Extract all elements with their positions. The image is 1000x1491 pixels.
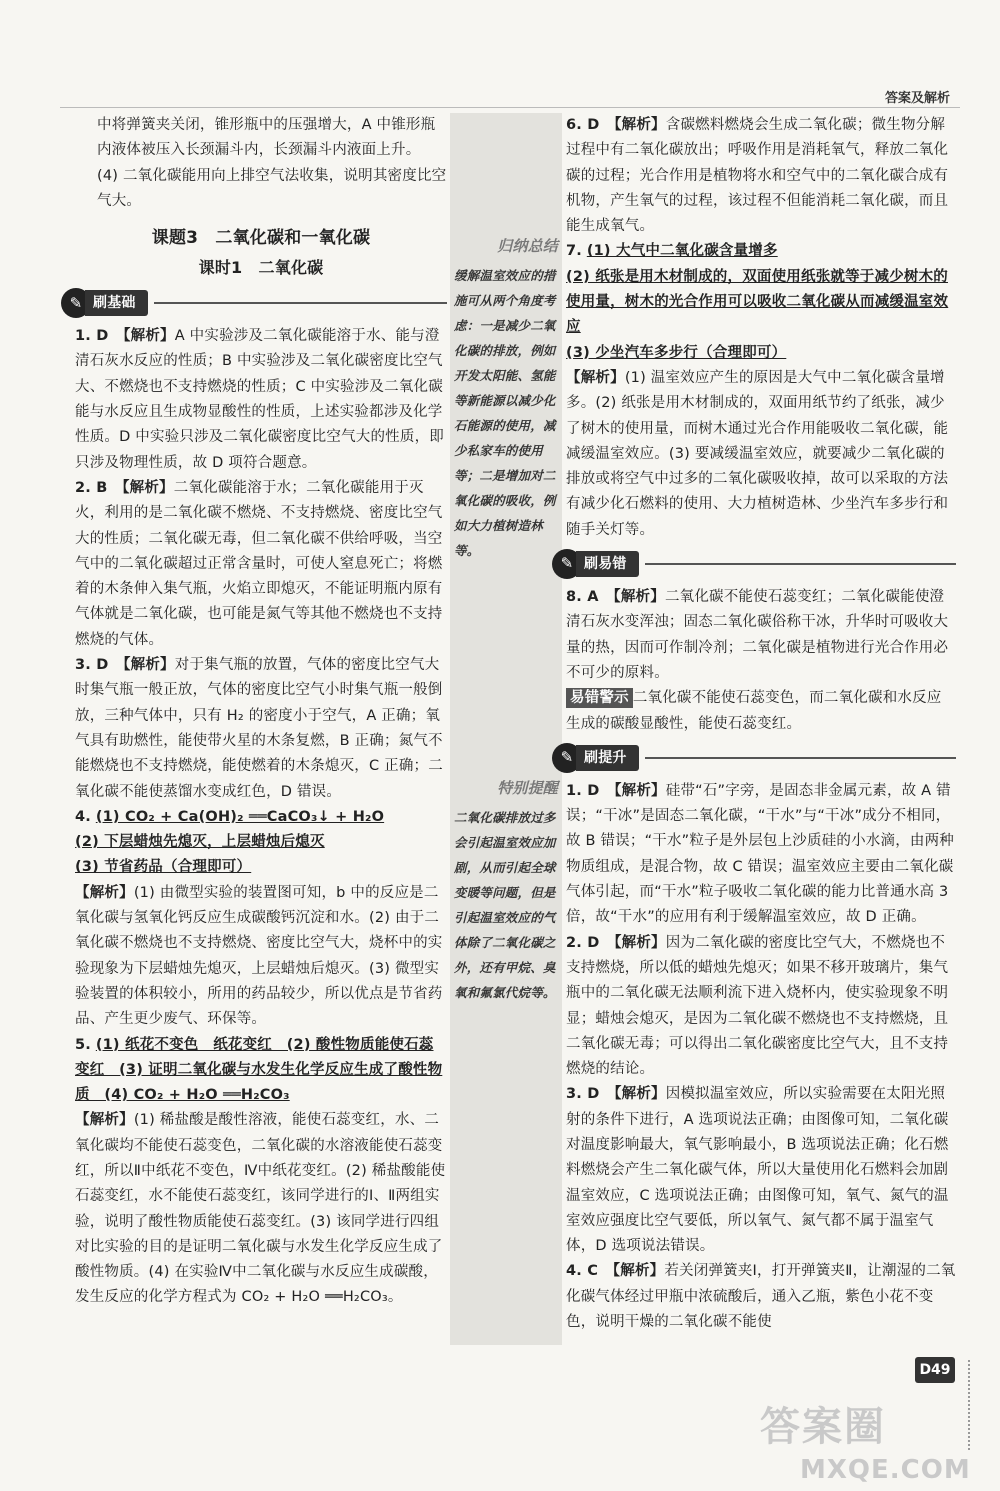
answer-line: (1) 大气中二氧化碳含量增多 [586,243,778,260]
analysis-tag: 【解析】 [614,1086,666,1103]
answer-line: (1) 纸花不变色 纸花变红 (2) 酸性物质能使石蕊变红 (3) 证明二氧化碳与水发生化学反应生成了酸性物质 (4) CO₂ + H₂O ══H₂CO₃ [75,1036,443,1104]
analysis-tag: 【解析】 [614,782,666,799]
dotted-decoration [958,1360,970,1450]
question-number: 5. [75,1036,91,1053]
question-5 [75,1033,447,1311]
analysis-tag: 【解析】 [614,117,666,133]
answer-line: (3) 节省药品（合理即可） [75,859,252,876]
analysis-text: 硅带“石”字旁，是固态非金属元素，故 A 错误；“干冰”是固态二氧化碳，“干水”与“干冰”成分不相同，故 B 错误；“干水”粒子是外层包上沙质硅的小水滴，由两种物质组成，是混合物，故 C 错误；温室效应主要由二氧化碳气体引起，而“干水”粒子吸收二氧化碳的能力比普通水高 3 倍，故“干水”的应用有利于缓解温室效应，故 D 正确。 [566,782,954,926]
analysis-tag: 【解析】 [75,1112,134,1129]
analysis-tag: 【解析】 [75,884,134,901]
header-divider [60,107,960,108]
question-6 [566,113,956,239]
answer-line: (2) 下层蜡烛先熄灭，上层蜡烛后熄灭 [75,834,325,851]
analysis-text: A 中实验涉及二氧化碳能溶于水、能与澄清石灰水反应的性质；B 中实验涉及二氧化碳密度比空气大、不燃烧也不支持燃烧的性质；C 中实验涉及二氧化碳能与水反应且生成物显酸性的性质，上述实验都涉及化学性质。D 中实验只涉及二氧化碳密度比空气大的性质，即只涉及物理性质，故 D 项符合题意。 [75,328,444,471]
summary-heading: 归纳总结 [497,237,558,255]
advanced-question-4 [566,1259,956,1335]
question-number: 2. D [566,934,600,951]
page-number: D49 [915,1357,955,1383]
analysis-text: (1) 由微型实验的装置图可知，b 中的反应是二氧化碳与氢氧化钙反应生成碳酸钙沉淀和水。(2) 由于二氧化碳不燃烧也不支持燃烧、密度比空气大，烧杯中的实验现象为下层蜡烛先熄灭，上层蜡烛后熄灭。(3) 微型实验装置的体积较小，所用的药品较少，所以优点是节省药品、产生更少废气、环保等。 [75,884,443,1028]
summary-body: 缓解温室效应的措施可从两个角度考虑：一是减少二氧化碳的排放，例如开发太阳能、氢能等新能源以减少化石能源的使用，减少私家车的使用等；二是增加对二氧化碳的吸收，例如大力植树造林等。 [454,268,556,558]
advanced-question-1 [566,779,956,931]
lesson-title: 课题3 二氧化碳和一氧化碳 [151,228,371,249]
analysis-tag: 【解析】 [123,657,175,674]
analysis-text: 若关闭弹簧夹Ⅰ，打开弹簧夹Ⅱ，让潮湿的二氧化碳气体经过甲瓶中浓硫酸后，通入乙瓶，紫色小花不变色，说明干燥的二氧化碳不能使 [566,1263,956,1331]
analysis-tag: 【解析】 [122,479,174,496]
banner-advanced-label: 刷提升 [576,745,639,771]
analysis-text: (1) 稀盐酸是酸性溶液，能使石蕊变红，水、二氧化碳均不能使石蕊变色，二氧化碳的水溶液能使石蕊变红，所以Ⅱ中纸花不变色，Ⅳ中纸花变红。(2) 稀盐酸能使石蕊变红，水不能使石蕊变红，该同学进行的Ⅰ、Ⅱ两组实验，说明了酸性物质能使石蕊变红。(3) 该同学进行四组对比实验的目的是证明二氧化碳与水发生化学反应生成了酸性物质。(4) 在实验Ⅳ中二氧化碳与水反应生成碳酸，发生反应的化学方程式为 CO₂ + H₂O ══H₂CO₃。 [75,1112,446,1306]
warning-label: 易错警示 [566,688,633,708]
advanced-question-2 [566,931,956,1083]
analysis-tag: 【解析】 [613,589,665,606]
section-header: 答案及解析 [884,91,950,106]
banner-mistakes [552,549,956,579]
analysis-text: 含碳燃料燃烧会生成二氧化碳；微生物分解过程中有二氧化碳放出；呼吸作用是消耗氧气，释放二氧化碳的过程；光合作用是植物将水和空气中的二氧化碳合成有机物，产生氧气的过程，该过程不但能消耗二氧化碳，而且能生成氧气。 [566,117,949,235]
answer-line: (1) CO₂ + Ca(OH)₂ ══CaCO₃↓ + H₂O [95,808,385,825]
question-number: 1. D [75,328,109,345]
reminder-heading: 特别提醒 [497,779,558,797]
analysis-text: 因为二氧化碳的密度比空气大，不燃烧也不支持燃烧，所以低的蜡烛先熄灭；如果不移开玻璃片，集气瓶中的二氧化碳无法顺利流下进入烧杯内，使实验现象不明显；蜡烛会熄灭，是因为二氧化碳不燃烧也不支持燃烧，且二氧化碳无毒；可以得出二氧化碳密度比空气大，且不支持燃烧的结论。 [566,934,949,1078]
question-8 [566,585,956,686]
analysis-tag: 【解析】 [123,328,175,345]
question-number: 6. D [566,117,600,133]
left-column [69,113,447,1311]
mistake-warning [566,686,956,737]
question-1 [75,324,447,476]
question-number: 7. [566,243,582,260]
question-number: 4. [75,808,91,825]
watermark-url: MXQE.COM [800,1455,971,1485]
analysis-tag: 【解析】 [612,1263,665,1280]
analysis-text: 对于集气瓶的放置，气体的密度比空气大时集气瓶一般正放，气体的密度比空气小时集气瓶一般倒放，三种气体中，只有 H₂ 的密度小于空气，A 正确；氧气具有助燃性，能使带火星的木条复燃，B 正确；氮气不能燃烧也不支持燃烧，能使燃着的木条熄灭，C 正确；二氧化碳不能使蒸馏水变成红色，D 错误。 [75,657,443,800]
question-number: 1. D [566,782,600,799]
analysis-text: 因模拟温室效应，所以实验需要在太阳光照射的条件下进行，A 选项说法正确；由图像可知，二氧化碳对温度影响最大，氧气影响最小，B 选项说法正确；化石燃料燃烧会产生二氧化碳气体，所以大量使用化石燃料会加剧温室效应，C 选项说法正确；由图像可知，氧气、氮气的温室效应强度比空气要低，所以氧气、氮气都不属于温室气体，D 选项说法错误。 [566,1086,949,1255]
side-notes [450,113,562,1345]
warning-text: 二氧化碳不能使石蕊变色，而二氧化碳和水反应生成的碳酸显酸性，能使石蕊变红。 [566,690,942,732]
intro-paragraph-1: 中将弹簧夹关闭，锥形瓶中的压强增大，A 中锥形瓶内液体被压入长颈漏斗内，长颈漏斗内液面上升。 [97,117,436,159]
banner-basic-label: 刷基础 [85,290,148,316]
question-number: 8. A [566,589,599,606]
question-3 [75,653,447,805]
banner-basic [61,288,447,318]
lesson-subtitle: 课时1 二氧化碳 [198,258,324,278]
reminder-body: 二氧化碳排放过多会引起温室效应加剧，从而引起全球变暖等问题，但是引起温室效应的气体除了二氧化碳之外，还有甲烷、臭氧和氟氯代烷等。 [454,810,556,1000]
analysis-tag: 【解析】 [614,934,666,951]
brush-icon: ✎ [552,743,582,773]
banner-rule [645,757,956,759]
question-number: 4. C [566,1263,599,1280]
question-number: 3. D [566,1086,600,1103]
banner-rule [154,302,447,304]
intro-paragraph-2: (4) 二氧化碳能用向上排空气法收集，说明其密度比空气大。 [97,167,447,209]
banner-advanced [552,743,956,773]
analysis-text: 二氧化碳不能使石蕊变红；二氧化碳能使澄清石灰水变浑浊；固态二氧化碳俗称干冰，升华时可吸收大量的热，因而可作制冷剂；二氧化碳是植物进行光合作用必不可少的原料。 [566,589,949,681]
banner-rule [645,563,956,565]
answer-line: (3) 少坐汽车多步行（合理即可） [566,344,787,361]
watermark-logo: 答案圈 [760,1404,886,1450]
question-4 [75,805,447,1033]
right-column [560,113,956,1335]
analysis-tag: 【解析】 [566,369,625,386]
question-number: 2. B [75,479,108,496]
brush-icon: ✎ [552,549,582,579]
question-2 [75,476,447,653]
question-7 [566,239,956,543]
question-number: 3. D [75,657,109,674]
answer-line: (2) 纸张是用木材制成的，双面使用纸张就等于减少树木的使用量，树木的光合作用可以吸收二氧化碳从而减缓温室效应 [566,268,949,336]
analysis-text: (1) 温室效应产生的原因是大气中二氧化碳含量增多。(2) 纸张是用木材制成的，双面用纸节约了纸张，减少了树木的使用量，而树木通过光合作用能吸收二氧化碳，能减缓温室效应。(3) 要减缓温室效应，就要减少二氧化碳的排放或将空气中过多的二氧化碳吸收掉，故可以采取的方法有减少化石燃料的使用、大力植树造林、少坐汽车多步行和随手关灯等。 [566,369,949,538]
brush-icon: ✎ [61,288,91,318]
advanced-question-3 [566,1082,956,1259]
analysis-text: 二氧化碳能溶于水；二氧化碳能用于灭火，利用的是二氧化碳不燃烧、不支持燃烧、密度比空气大的性质；二氧化碳无毒，但二氧化碳不供给呼吸，当空气中的二氧化碳超过正常含量时，可使人窒息死亡；将燃着的木条伸入集气瓶，火焰立即熄灭，不能证明瓶内原有气体就是二氧化碳，也可能是氮气等其他不燃烧也不支持燃烧的气体。 [75,479,443,648]
banner-mistakes-label: 刷易错 [576,551,639,577]
